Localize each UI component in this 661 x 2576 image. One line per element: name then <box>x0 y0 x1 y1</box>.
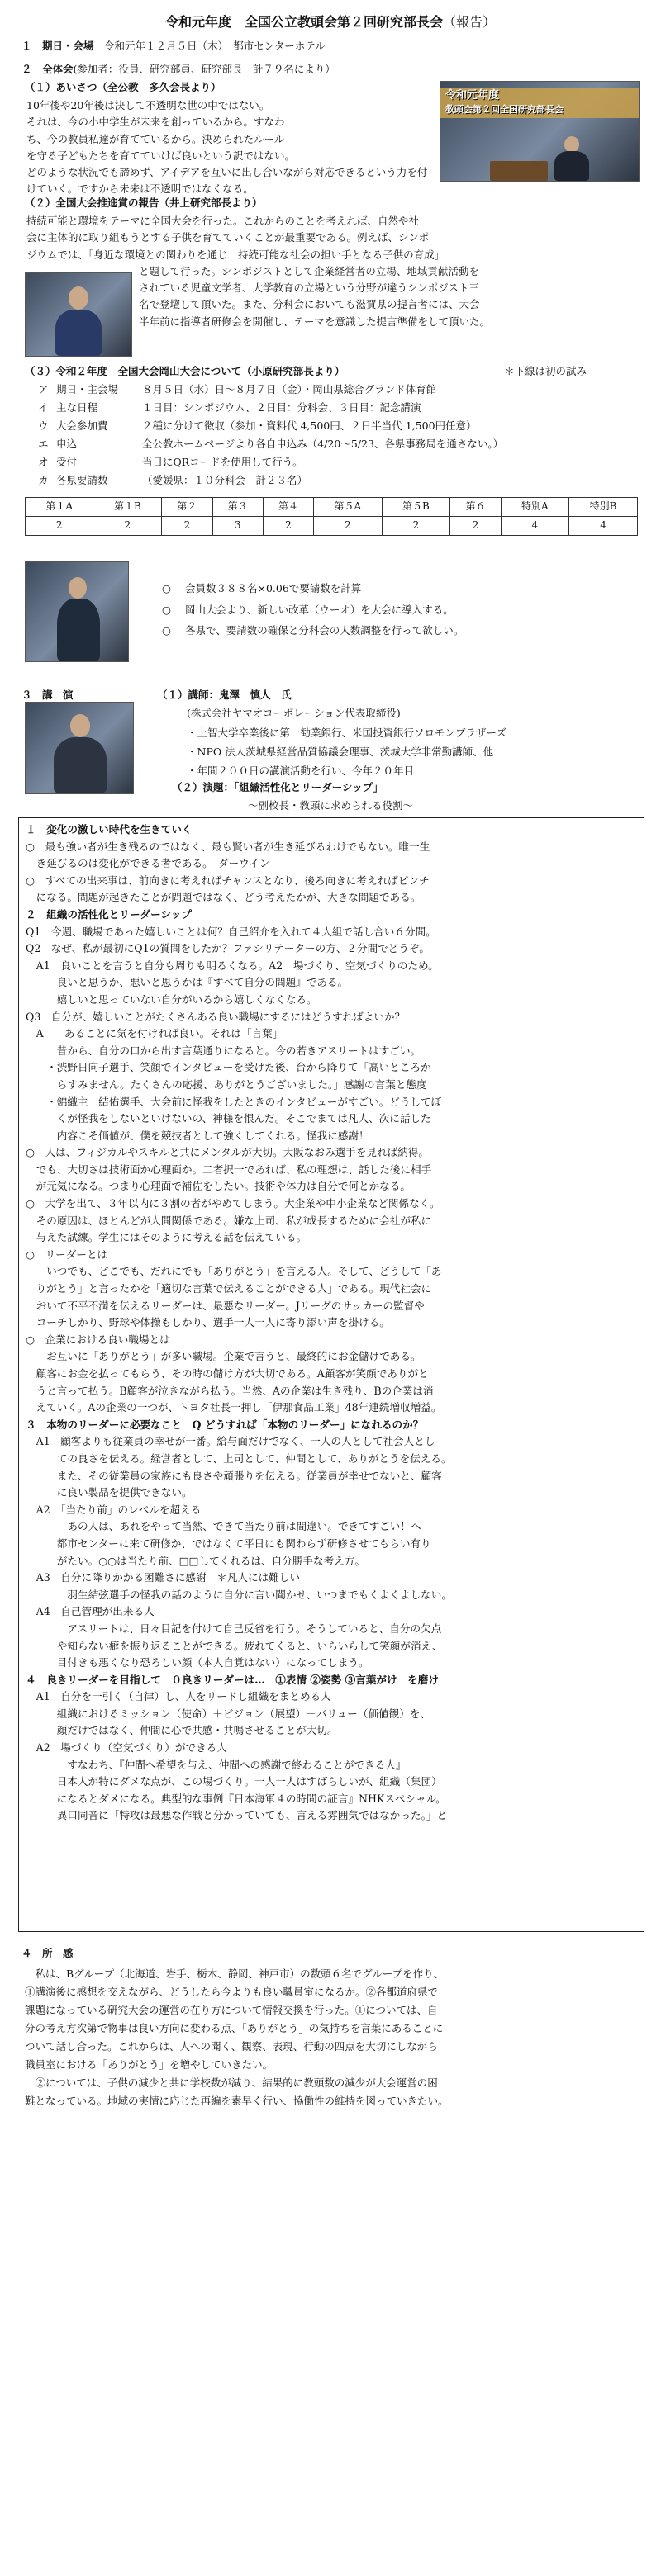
request-count-table <box>25 497 638 536</box>
notes-heading: ３ 本物のリーダーに必要なこと Q どうすれば「本物のリーダー」になれるのか？ <box>26 1418 424 1431</box>
speaker-company: (株式会社ヤマオコーポレーション代表取締役) <box>187 707 401 719</box>
bullet-text: 会員数３８８名×0.06で要請数を計算 <box>185 582 362 594</box>
impression-line: 難となっている。地域の実情に応じた再編を素早く行い、協働性の維持を図っていきたい。 <box>25 2095 449 2107</box>
section-3-label: ３ 講 演 <box>21 689 74 701</box>
item-label: 各県要請数 <box>56 474 108 486</box>
item-value: ８月５日（水）日〜８月７日（金）・岡山県総合グランド体育館 <box>142 383 437 395</box>
section-4-label: ４ 所 感 <box>21 1947 74 1959</box>
notes-line: Q3 自分が、嬉しいことがたくさんある良い職場にするにはどうすればよいか？ <box>26 1010 406 1023</box>
notes-line: が元気になる。つまり心理面で補佐をしたい。技術や体力は自分で何とかなる。 <box>26 1180 411 1193</box>
notes-line: になる。問題が起きたことが問題ではなく、どう考えたかが、大きな問題である。 <box>26 891 421 904</box>
award-line: と題して行った。シンポジストとして企業経営者の立場、地域貢献活動を <box>139 264 479 277</box>
notes-line: おいて不平不満を伝えるリーダーは、最悪なリーダー。Jリーグのサッカーの監督や <box>26 1299 425 1312</box>
impression-line: ついて話し合った。これからは、人への聞く、観察、表現、行動の四点を大切にしながら <box>25 2040 438 2053</box>
notes-line: ・渋野日向子選手、笑顔でインタビューを受けた後、台から降りて「高いところか <box>26 1061 431 1074</box>
item-label: 主な日程 <box>56 401 98 414</box>
table-value-cell: 4 <box>569 517 638 536</box>
table-header-cell: 第１A <box>26 498 93 517</box>
item-value: 当日にQRコードを使用して行う。 <box>142 456 303 468</box>
notes-line: ○ すべての出来事は、前向きに考えればチャンスとなり、後ろ向きに考えればピンチ <box>26 874 430 887</box>
notes-line: 都市センターに来て研修か、ではなくて平日にも関わらず研修させてもらい有り <box>26 1537 431 1550</box>
notes-line: になるとダメになる。典型的な事例『日本海軍４の時間の証言』NHKスペシャル。 <box>26 1792 446 1805</box>
table-value-row <box>26 517 638 536</box>
bullet-circle-icon: ○ <box>162 603 171 616</box>
notes-heading: ４ 良きリーダーを目指して ０良きリーダーは… ①表情 ②姿勢 ③言葉がけ を磨け <box>26 1673 439 1686</box>
notes-line: アスリートは、日々目記を付けて自己反省を行う。そうしていると、自分の欠点 <box>26 1622 442 1635</box>
okayama-bullets <box>162 578 633 642</box>
award-line: ジウムでは、「身近な環境との関わりを通じ 持続可能な社会の担い手となる子供の育成」 <box>26 248 445 261</box>
underline-note: ＊下線は初の試み <box>504 365 587 377</box>
career-line: ・上智大学卒業後に第一勧業銀行、米国投資銀行ソロモンブラザーズ <box>187 727 506 739</box>
notes-line: ての良さを伝える。経営者として、上司として、仲間として、ありがとうを伝える。 <box>26 1451 452 1465</box>
notes-line: がたい。○○は当たり前、□□してくれるは、自分勝手な考え方。 <box>26 1554 365 1567</box>
greeting-line: 10年後や20年後は決して不透明な世の中ではない。 <box>26 99 270 111</box>
notes-line: A2 場づくり（空気づくり）ができる人 <box>26 1741 227 1754</box>
award-line: 持続可能と環境をテーマに全国大会を行った。これからのことを考えれば、自然や社 <box>26 215 420 227</box>
notes-line: に良い製品を提供できない。 <box>26 1486 193 1499</box>
item-label: 申込 <box>56 438 78 450</box>
notes-line: 与えた試練。学生にはそのように考える話を伝えている。 <box>26 1231 307 1244</box>
notes-line: き延びるのは変化ができる者である。 ダーウイン <box>26 857 270 870</box>
item-label: 期日・主会場 <box>56 383 119 395</box>
greeting-line: けていく。ですから未来は不透明ではなくなる。 <box>26 182 254 196</box>
table-value-cell: 2 <box>382 517 450 536</box>
lecture-subtitle: 〜副校長・教頭に求められる役割〜 <box>248 799 414 812</box>
page-title <box>0 12 661 33</box>
notes-line: A2 「当たり前」のレベルを超える <box>26 1503 202 1516</box>
notes-line: ○ 最も強い者が生き残るのではなく、最も賢い者が生き延びるわけでもない。唯一生 <box>26 840 430 853</box>
notes-line: すなわち、『仲間へ希望を与え、仲間への感謝で終わることができる人』 <box>26 1758 407 1771</box>
okayama-heading: （３）令和２年度 全国大会岡山大会について（小原研究部長より） <box>25 365 345 377</box>
item-key: オ <box>38 456 49 468</box>
career-line: ・年間２００日の講演活動を行い、今年２０年目 <box>187 765 415 778</box>
notes-line: えていく。Aの企業の一つが、トヨタ社長一押し「伊那食品工業」48年連続増収増益。 <box>26 1401 442 1414</box>
notes-line: 異口同音に「特攻は最悪な作戦と分かっていても、言える雰囲気ではなかった。」と <box>26 1809 448 1822</box>
impressions-paragraph <box>25 1965 643 2110</box>
section-2-heading <box>21 61 335 78</box>
notes-line: うと言って払う。B顧客が泣きながら払う。当然、Aの企業は生き残り、Bの企業は消 <box>26 1384 434 1397</box>
notes-line: 嬉しいと思っていない自分がいるから嬉しくなくなる。 <box>26 992 317 1006</box>
notes-line: 組織におけるミッション（使命）＋ビジョン（展望）＋バリュー（価値観）を、 <box>26 1707 431 1720</box>
notes-line: お互いに「ありがとう」が多い職場。企業で言うと、最終的にお金儲けである。 <box>26 1350 421 1363</box>
table-header-cell: 第２ <box>162 498 212 517</box>
section-2-label: ２ 全体会 <box>21 63 74 75</box>
section-1-text: 令和元年１２月５日（木） 都市センターホテル <box>104 40 326 52</box>
okayama-item <box>38 454 641 472</box>
notes-line: 目付きも悪くなり恐ろしい顔（本人自覚はない）になってしまう。 <box>26 1656 369 1669</box>
item-value: 全公教ホームページより各自申込み（4/20〜5/23、各県事務局を通さない。） <box>142 438 504 450</box>
career-line: ・NPO 法人茨城県経営品質協議会理事、茨城大学非常勤講師、他 <box>187 746 494 759</box>
table-value-cell: 3 <box>212 517 263 536</box>
notes-line: A あることに気を付ければ良い。それは「言葉」 <box>26 1027 283 1040</box>
okayama-item <box>38 472 641 490</box>
okayama-bullet <box>162 578 633 599</box>
speaker-career <box>187 723 649 780</box>
bullet-circle-icon: ○ <box>162 582 171 594</box>
notes-line: らすみません。たくさんの応援、ありがとうございました。」感謝の言葉と態度 <box>26 1077 427 1091</box>
okayama-items <box>38 381 641 490</box>
greeting-line: を守る子どもたちを育てていけば良いという訳ではない。 <box>26 149 296 162</box>
greeting-line: ち、今の教員私達が育てているから。決められたルール <box>26 132 285 145</box>
speaker-heading: （１）講師：鬼澤 慎人 氏 <box>157 689 292 701</box>
greeting-line: それは、今の小中学生が未来を創っているから。すなわ <box>26 116 285 129</box>
item-key: カ <box>38 474 49 486</box>
lecturer-photo <box>25 702 134 794</box>
notes-line: でも、大切さは技術面か心理面か。二者択一であれば、私の理想は、話した後に相手 <box>26 1163 432 1176</box>
table-value-cell: 2 <box>263 517 313 536</box>
bullet-text: 各県で、要請数の確保と分科会の人数調整を行って欲しい。 <box>185 624 464 637</box>
title-note: （報告） <box>443 14 497 30</box>
speaker-photo-inoue <box>25 272 132 357</box>
item-key: イ <box>38 401 49 414</box>
okayama-bullet <box>162 599 633 621</box>
notes-line: その原因は、ほとんどが人間関係である。嫌な上司、私が成長するために会社が私に <box>26 1214 432 1227</box>
table-value-cell: 2 <box>93 517 162 536</box>
notes-line: りがとう」と言ったかを「適切な言葉で伝えることができる人」である。現代社会に <box>26 1282 432 1295</box>
table-header-row <box>26 498 638 517</box>
item-key: ウ <box>38 419 49 432</box>
notes-line: あの人は、あれをやって当然、できて当たり前は間違い。できてすごい！へ <box>26 1520 421 1533</box>
table-header-cell: 第４ <box>263 498 313 517</box>
table-header-cell: 第１B <box>93 498 162 517</box>
lecture-notes-box <box>18 817 644 1932</box>
item-label: 大会参加費 <box>56 419 108 432</box>
impression-line: 課題になっている研究大会の運営の在り方について情報交換を行った。①については、自 <box>25 2004 438 2016</box>
notes-line: A1 顧客よりも従業員の幸せが一番。給与面だけでなく、一人の人として社会人とし <box>26 1435 435 1448</box>
impression-line: ①講演後に感想を交えながら、どうしたら今よりも良い職員室になるか。②各都道府県で <box>25 1986 439 1998</box>
notes-line: 良いと思うか、悪いと思うかは『すべて自分の問題』である。 <box>26 976 349 989</box>
notes-line: 顔だけではなく、仲間に心で共感・共鳴させることが大切。 <box>26 1724 338 1737</box>
table-header-cell: 特別A <box>501 498 568 517</box>
notes-line: A3 自分に降りかかる困難さに感謝 ＊凡人には難しい <box>26 1571 300 1584</box>
table-value-cell: 2 <box>314 517 382 536</box>
notes-line: や知らない癖を振り返ることができる。疲れてくると、いらいらして笑顔が消え、 <box>26 1639 443 1652</box>
table-value-cell: 2 <box>26 517 93 536</box>
table-header-cell: 第６ <box>450 498 501 517</box>
greeting-heading: （１）あいさつ（全公教 多久会長より） <box>25 81 221 93</box>
okayama-item <box>38 400 641 418</box>
table-value-cell: 2 <box>450 517 501 536</box>
table-header-cell: 特別B <box>569 498 638 517</box>
section-1 <box>21 38 326 54</box>
item-key: ア <box>38 383 49 395</box>
okayama-bullet <box>162 620 633 642</box>
notes-line: ○ リーダーとは <box>26 1248 108 1261</box>
table-header-cell: 第５A <box>314 498 382 517</box>
lecture-notes <box>19 818 644 1825</box>
award-line: されている児童文学者、大学教育の立場という分野が違うシンポジスト三 <box>139 282 479 294</box>
item-value: （愛媛県：１０分科会 計２３名） <box>142 474 308 486</box>
notes-line: ○ 人は、フィジカルやスキルと共にメンタルが大切。大阪なおみ選手を見れば納得。 <box>26 1146 429 1159</box>
notes-line: コーチしかり、野球や体操もしかり、選手一人一人に寄り添い声を掛ける。 <box>26 1316 390 1329</box>
item-label: 受付 <box>56 456 78 468</box>
notes-line: 日本人が特にダメな点が、この場づくり。一人一人はすばらしいが、組織（集団） <box>26 1775 442 1788</box>
notes-line: A1 自分を一引く（自律）し、人をリードし組織をまとめる人 <box>26 1690 331 1703</box>
impression-line: ②については、子供の減少と共に学校数が減り、結果的に教頭数の減少が大会運営の困 <box>25 2076 438 2089</box>
notes-heading: １ 変化の激しい時代を生きていく <box>26 823 193 836</box>
greeting-line: どのような状況でも諦めず、アイデアを互いに出し合いながら対応できるという力を付 <box>26 166 428 178</box>
notes-line: くが怪我をしないといけないの、神様を恨んだ。そこでまては凡人、次に話した <box>26 1112 431 1125</box>
impression-line: 私は、Bグループ（北海道、岩手、栃木、静岡、神戸市）の数頭６名でグループを作り、 <box>25 1968 445 1980</box>
notes-line: いつでも、どこでも、だれにでも「ありがとう」を言える人。そして、どうして「あ <box>26 1265 442 1278</box>
notes-line: A4 自己管理が出来る人 <box>26 1605 155 1618</box>
national-award-heading: （２）全国大会推進賞の報告（井上研究部長より） <box>25 197 263 209</box>
item-value: ２種に分けて徴収（参加・資料代 4,500円、２日半当代 1,500円任意） <box>142 419 477 432</box>
impression-line: 分の考え方次第で物事は良い方向に変わる点、「ありがとう」の気持ちを言葉にあることに <box>25 2022 444 2034</box>
notes-line: ○ 企業における良い職場とは <box>26 1333 170 1346</box>
notes-heading: ２ 組織の活性化とリーダーシップ <box>26 907 192 921</box>
bullet-text: 岡山大会より、新しい改革（ウーオ）を大会に導入する。 <box>185 603 454 616</box>
notes-line: ○ 大学を出て、３年以内に３割の者がやめてしまう。大企業や中小企業など関係なく。 <box>26 1197 440 1210</box>
item-value: １日目：シンポジウム、２日目：分科会、３日目：記念講演 <box>142 401 421 414</box>
okayama-item <box>38 381 641 400</box>
lecture-theme: （２）演題：「組織活性化とリーダーシップ」 <box>172 781 383 793</box>
section-1-label: １ 期日・会場 <box>21 40 94 52</box>
photo-banner-line1: 令和元年度 <box>445 89 500 102</box>
award-line: 名で登壇して頂いた。また、分科会においても滋賀県の提言者には、大会 <box>139 298 480 311</box>
notes-line: 昔から、自分の口から出す言葉通りになると。今の若きアスリートはすごい。 <box>26 1044 421 1057</box>
bullet-circle-icon: ○ <box>162 624 171 637</box>
award-line: 半年前に指導者研修会を開催し、テーマを意識した提言準備をして頂いた。 <box>139 315 491 328</box>
notes-line: A1 良いことを言うと自分も周りも明るくなる。A2 場づくり、空気づくりのため。 <box>26 959 439 972</box>
notes-line: 内容こそ価値が、僕を競技者として強くしてくれる。怪我に感謝！ <box>26 1129 369 1142</box>
impression-line: 職員室における「ありがとう」を増やしていきたい。 <box>25 2058 273 2071</box>
table-value-cell: 4 <box>501 517 568 536</box>
section-2-note: (参加者：役員、研究部員、研究部長 計７９名により） <box>73 63 335 75</box>
okayama-item <box>38 418 641 436</box>
okayama-item <box>38 436 641 454</box>
notes-line: 羽生結弦選手の怪我の話のように自分に言い聞かせ、いつまでもくよくよしない。 <box>26 1588 452 1601</box>
item-key: エ <box>38 438 49 450</box>
table-header-cell: 第５B <box>382 498 450 517</box>
notes-line: ・錦織主 結佑選手、大会前に怪我をしたときのインタビューがすごい。どうしてぼ <box>26 1095 442 1108</box>
notes-line: 顧客にお金を払ってもらう、その時の儲け方が大切である。A顧客が笑顔でありがと <box>26 1367 429 1380</box>
table-header-cell: 第３ <box>212 498 263 517</box>
speaker-photo-ohara <box>25 561 129 662</box>
photo-banner-line2: 教頭会第２回全国研究部長会 <box>445 104 564 115</box>
meeting-photo <box>440 81 640 182</box>
table-value-cell: 2 <box>162 517 212 536</box>
notes-line: また、その従業員の家族にも良さや頑張りを伝える。従業員が幸せでないと、顧客 <box>26 1469 442 1482</box>
notes-line: Q1 今週、職場であった嬉しいことは何？自己紹介を入れて４人組で話し合い６分間。 <box>26 925 436 938</box>
award-line: 会に主体的に取り組もうとする子供を育てていくことが最重要である。例えば、シンポ <box>26 231 430 244</box>
title-main: 令和元年度 全国公立教頭会第２回研究部長会 <box>164 14 443 30</box>
notes-line: Q2 なぜ、私が最初にQ1の質問をしたか？ファシリテーターの方、２分間でどうぞ。 <box>26 942 430 955</box>
